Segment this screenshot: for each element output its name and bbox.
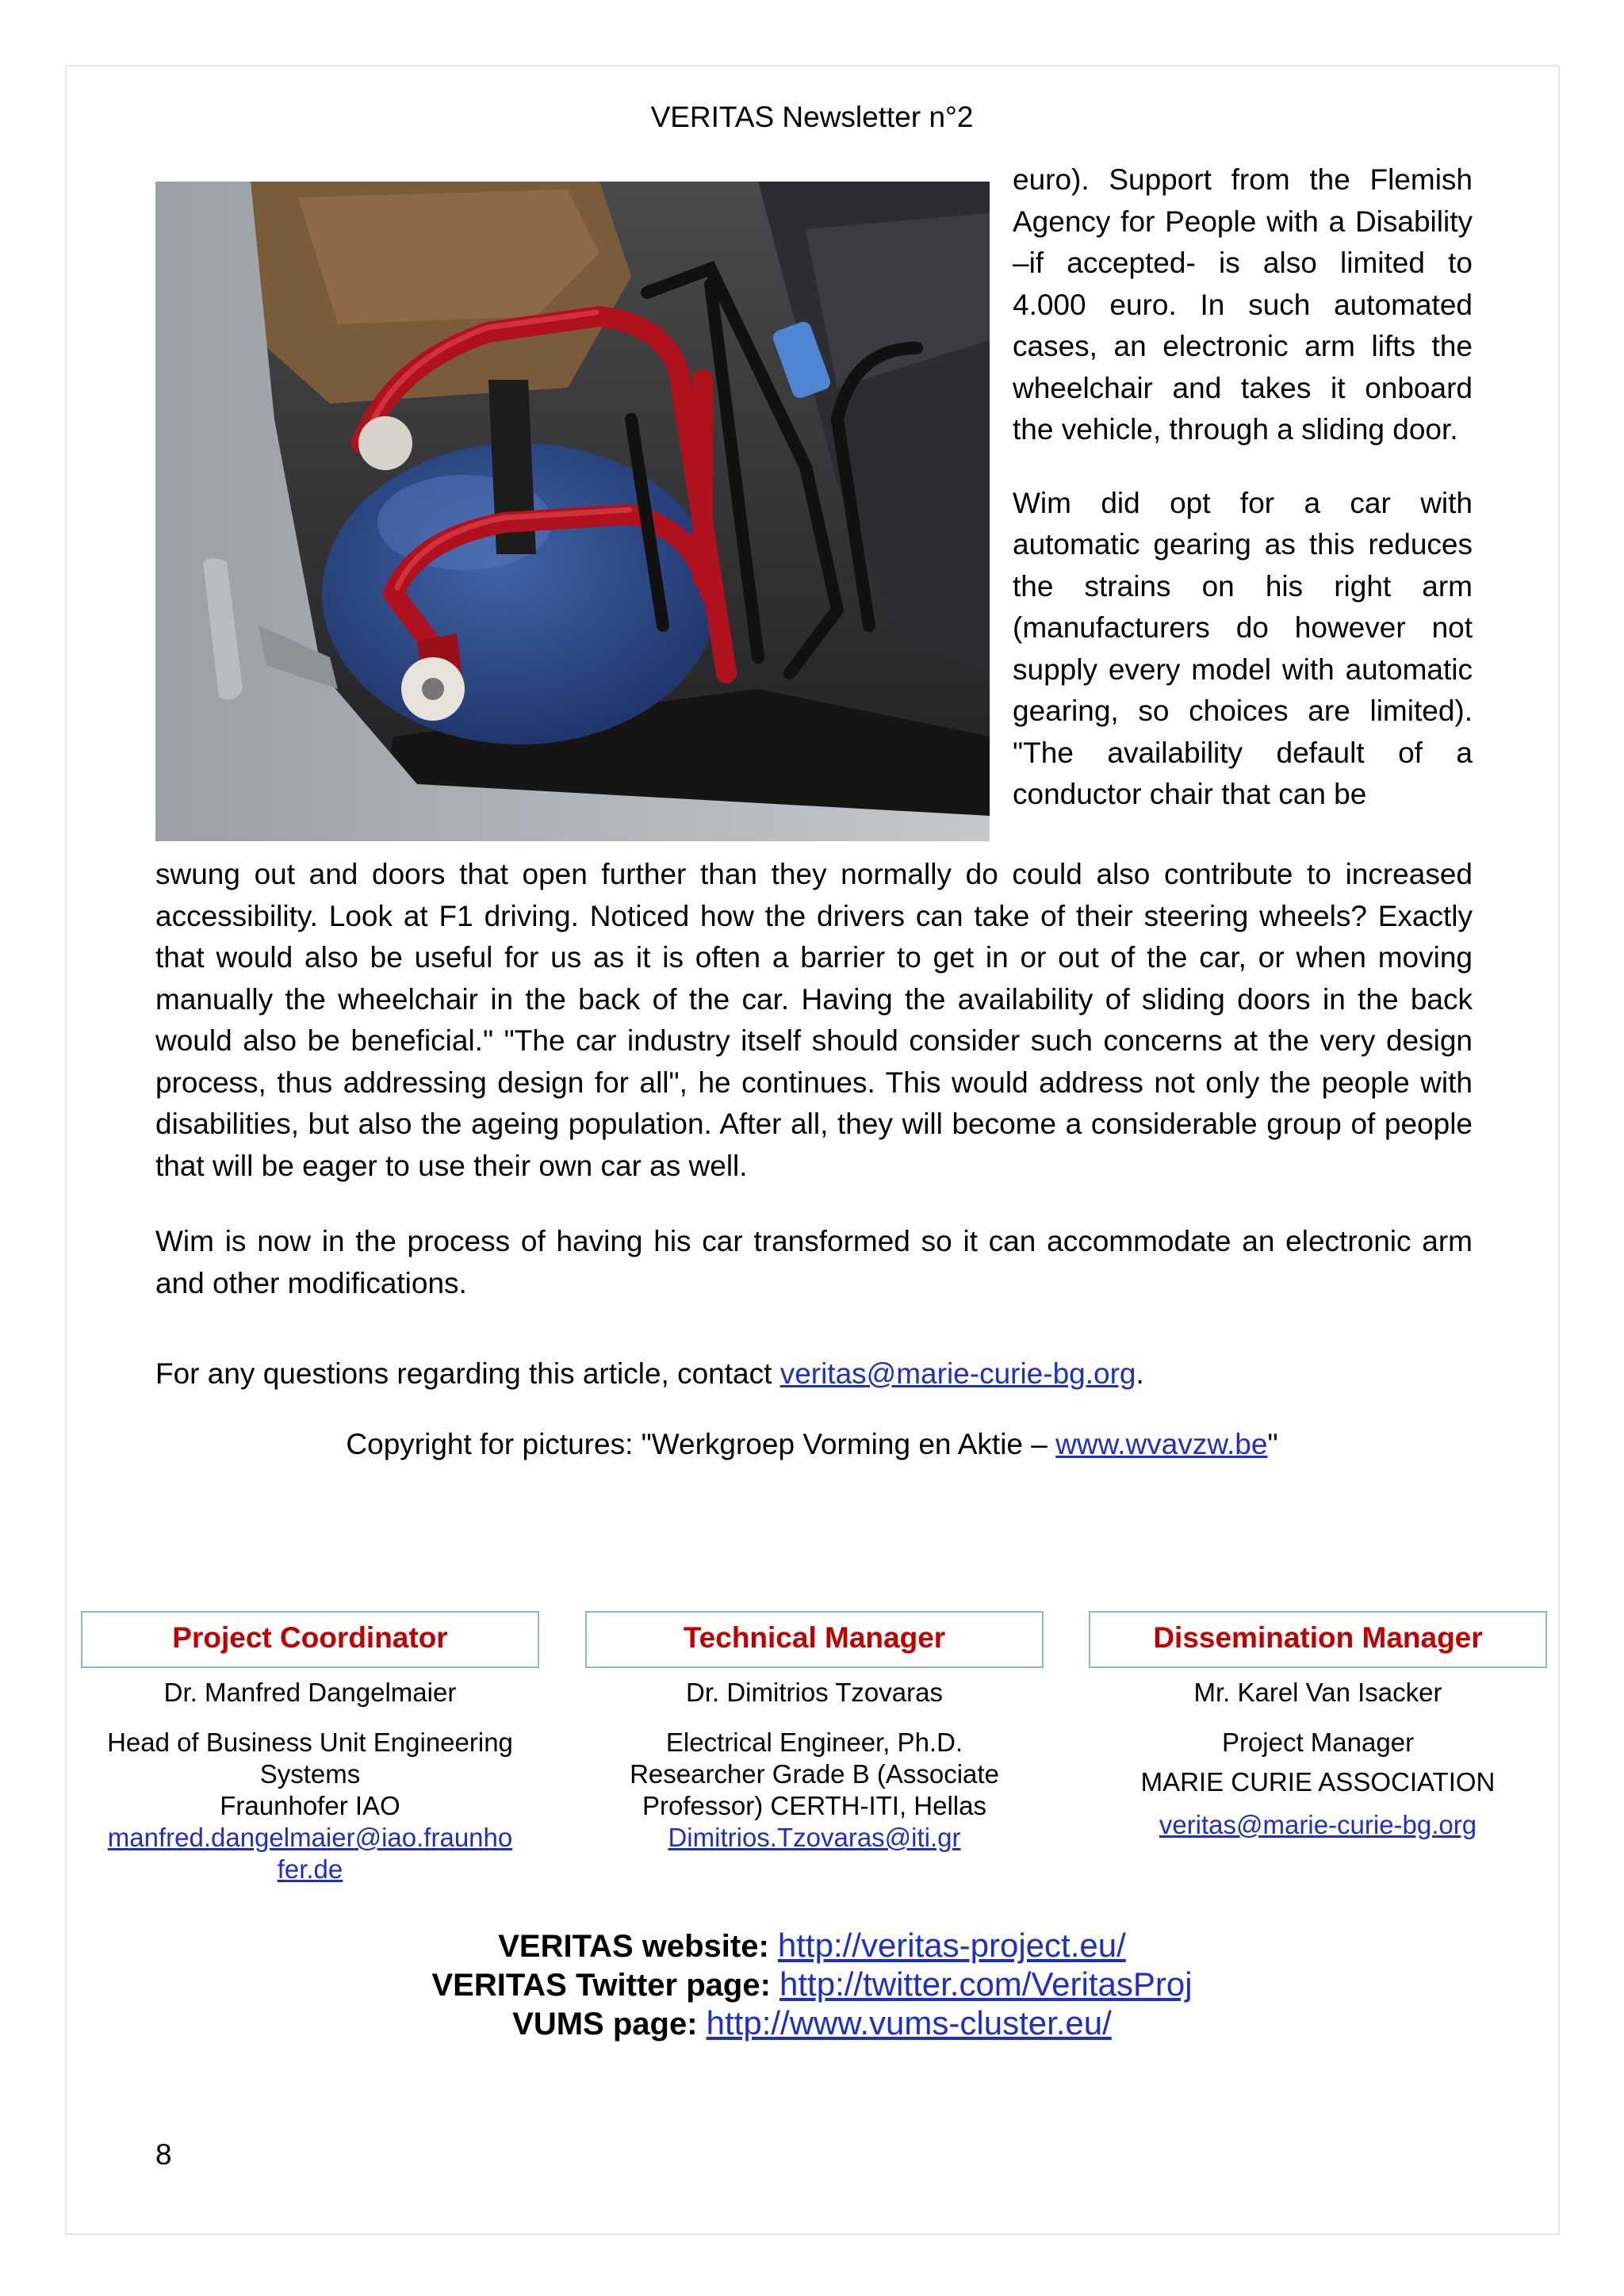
copyright-end: " [1267,1428,1278,1460]
contact-name: Dr. Manfred Dangelmaier [163,1678,457,1707]
questions-text: For any questions regarding this article, contact [155,1357,780,1390]
contact-line: Professor) CERTH-ITI, Hellas [642,1791,986,1820]
technical-manager-heading: Technical Manager [585,1611,1044,1668]
contact-line: Systems [259,1759,361,1789]
contact-email-link[interactable]: veritas@marie-curie-bg.org [1159,1810,1477,1839]
project-coordinator-heading: Project Coordinator [81,1611,539,1668]
article-full-paragraph-1: swung out and doors that open further than they normally do could also contribute to increased accessibility. Look at F1 driving. Noticed how the drivers can take of their steering wheels? Exactly that would also be useful for us as it is often a barrier to get in or out of the car, or when moving manually the wheelchair in the back of the car. Having the availability of sliding doors in the back would also be beneficial." "The car industry itself should consider such concerns at the very design process, thus addressing design for all", he continues. This would address not only the people with disabilities, but also the ageing population. After all, they will become a considerable group of people that will be eager to use their own car as well. [155,858,1473,1182]
twitter-label: VERITAS Twitter page: [431,1968,780,2003]
questions-email-link[interactable]: veritas@marie-curie-bg.org [779,1357,1136,1390]
dissemination-manager-contact [1089,1674,1547,1841]
questions-end: . [1136,1357,1144,1390]
contact-name: Mr. Karel Van Isacker [1193,1678,1442,1707]
copyright-text: Copyright for pictures: "Werkgroep Vorming en Aktie – [346,1428,1056,1460]
article-column-paragraph-2: Wim did opt for a car with automatic gearing as this reduces the strains on his right arm (manufacturers do however not supply every model with automatic gearing, so choices are limited). "The availability default of a conductor chair that can be [1013,486,1473,810]
article-column-text [1013,159,1473,816]
newsletter-header: VERITAS Newsletter n°2 [650,101,974,133]
page-number: 8 [155,2138,172,2171]
contact-line: Fraunhofer IAO [220,1791,400,1820]
website-row [0,1927,1624,1965]
contact-name: Dr. Dimitrios Tzovaras [686,1678,943,1707]
contact-line: Head of Business Unit Engineering [107,1728,513,1757]
twitter-row [0,1965,1624,2004]
contact-line: MARIE CURIE ASSOCIATION [1140,1767,1496,1797]
contact-email-link[interactable]: Dimitrios.Tzovaras@iti.gr [668,1823,961,1852]
article-column-paragraph-1: euro). Support from the Flemish Agency for People with a Disability –if accepted- is also limited to 4.000 euro. In such automated cases, an electronic arm lifts the wheelchair and takes it onboard the vehicle, through a sliding door. [1013,163,1473,446]
contact-email-link[interactable]: manfred.dangelmaier@iao.fraunho fer.de [107,1823,513,1884]
website-label: VERITAS website: [498,1929,778,1964]
article-full-paragraph-2: Wim is now in the process of having his car transformed so it can accommodate an electronic arm and other modifications. [155,1225,1473,1299]
vums-row [0,2004,1624,2043]
vums-link[interactable]: http://www.vums-cluster.eu/ [706,2004,1112,2042]
vums-label: VUMS page: [512,2007,707,2042]
website-link[interactable]: http://veritas-project.eu/ [777,1927,1126,1964]
project-coordinator-contact [81,1674,539,1885]
project-links [0,1927,1624,2043]
dissemination-manager-heading: Dissemination Manager [1089,1611,1547,1668]
contact-line: Project Manager [1221,1728,1415,1757]
technical-manager-contact [585,1674,1044,1854]
copyright-link[interactable]: www.wvavzw.be [1055,1428,1268,1460]
questions-line [155,1353,1473,1395]
contact-line: Electrical Engineer, Ph.D. [665,1728,963,1757]
copyright-line [0,1424,1624,1465]
wheelchair-car-photo [155,182,990,841]
twitter-link[interactable]: http://twitter.com/VeritasProj [779,1965,1193,2003]
contact-line: Researcher Grade B (Associate [630,1759,999,1789]
